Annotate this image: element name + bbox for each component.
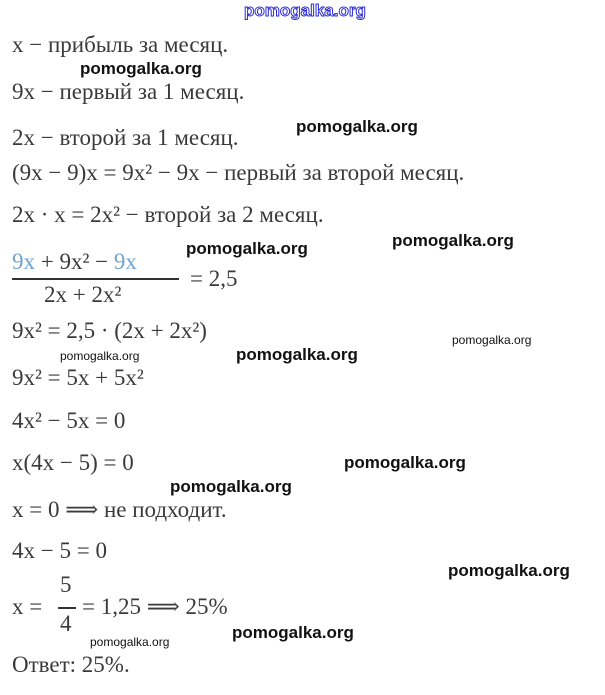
final-numerator: 5 [60, 572, 72, 597]
watermark: pomogalka.org [244, 1, 366, 20]
solution-step: 4x − 5 = 0 [12, 538, 107, 563]
solution-step: 4x² − 5x = 0 [12, 408, 126, 433]
watermark: pomogalka.org [448, 561, 570, 580]
numerator-term: + 9x² − [35, 249, 114, 274]
watermark: pomogalka.org [80, 59, 202, 78]
solution-step: x(4x − 5) = 0 [12, 450, 134, 475]
fraction-bar [12, 278, 179, 280]
fraction-numerator [12, 249, 137, 275]
final-lhs: x = [12, 594, 43, 619]
numerator-term: 9x [113, 249, 137, 274]
solution-step: x = 0 ⟹ не подходит. [12, 497, 227, 522]
solution-step: 9x² = 5x + 5x² [12, 365, 144, 390]
watermark: pomogalka.org [60, 349, 140, 363]
final-denominator: 4 [60, 611, 72, 636]
watermark: pomogalka.org [344, 453, 466, 472]
final-fraction-bar [58, 607, 76, 609]
solution-line: 2x · x = 2x² − второй за 2 месяц. [12, 202, 324, 227]
watermark: pomogalka.org [186, 239, 308, 258]
watermark: pomogalka.org [392, 231, 514, 250]
watermark: pomogalka.org [170, 477, 292, 496]
solution-line: 9x − первый за 1 месяц. [12, 79, 245, 104]
solution-line: (9x − 9)x = 9x² − 9x − первый за второй месяц. [12, 160, 465, 185]
watermark: pomogalka.org [236, 345, 358, 364]
watermark: pomogalka.org [296, 117, 418, 136]
final-rhs: = 1,25 ⟹ 25% [82, 594, 228, 619]
watermark: pomogalka.org [90, 635, 170, 649]
solution-line: x − прибыль за месяц. [12, 32, 229, 57]
solution-step: 9x² = 2,5 · (2x + 2x²) [12, 318, 207, 343]
solution-line: 2x − второй за 1 месяц. [12, 125, 239, 150]
fraction-rhs: = 2,5 [190, 266, 238, 291]
numerator-term: 9x [12, 249, 35, 274]
fraction-denominator: 2x + 2x² [44, 282, 122, 307]
watermark: pomogalka.org [232, 623, 354, 642]
watermark: pomogalka.org [452, 333, 532, 347]
answer: Ответ: 25%. [12, 652, 130, 677]
